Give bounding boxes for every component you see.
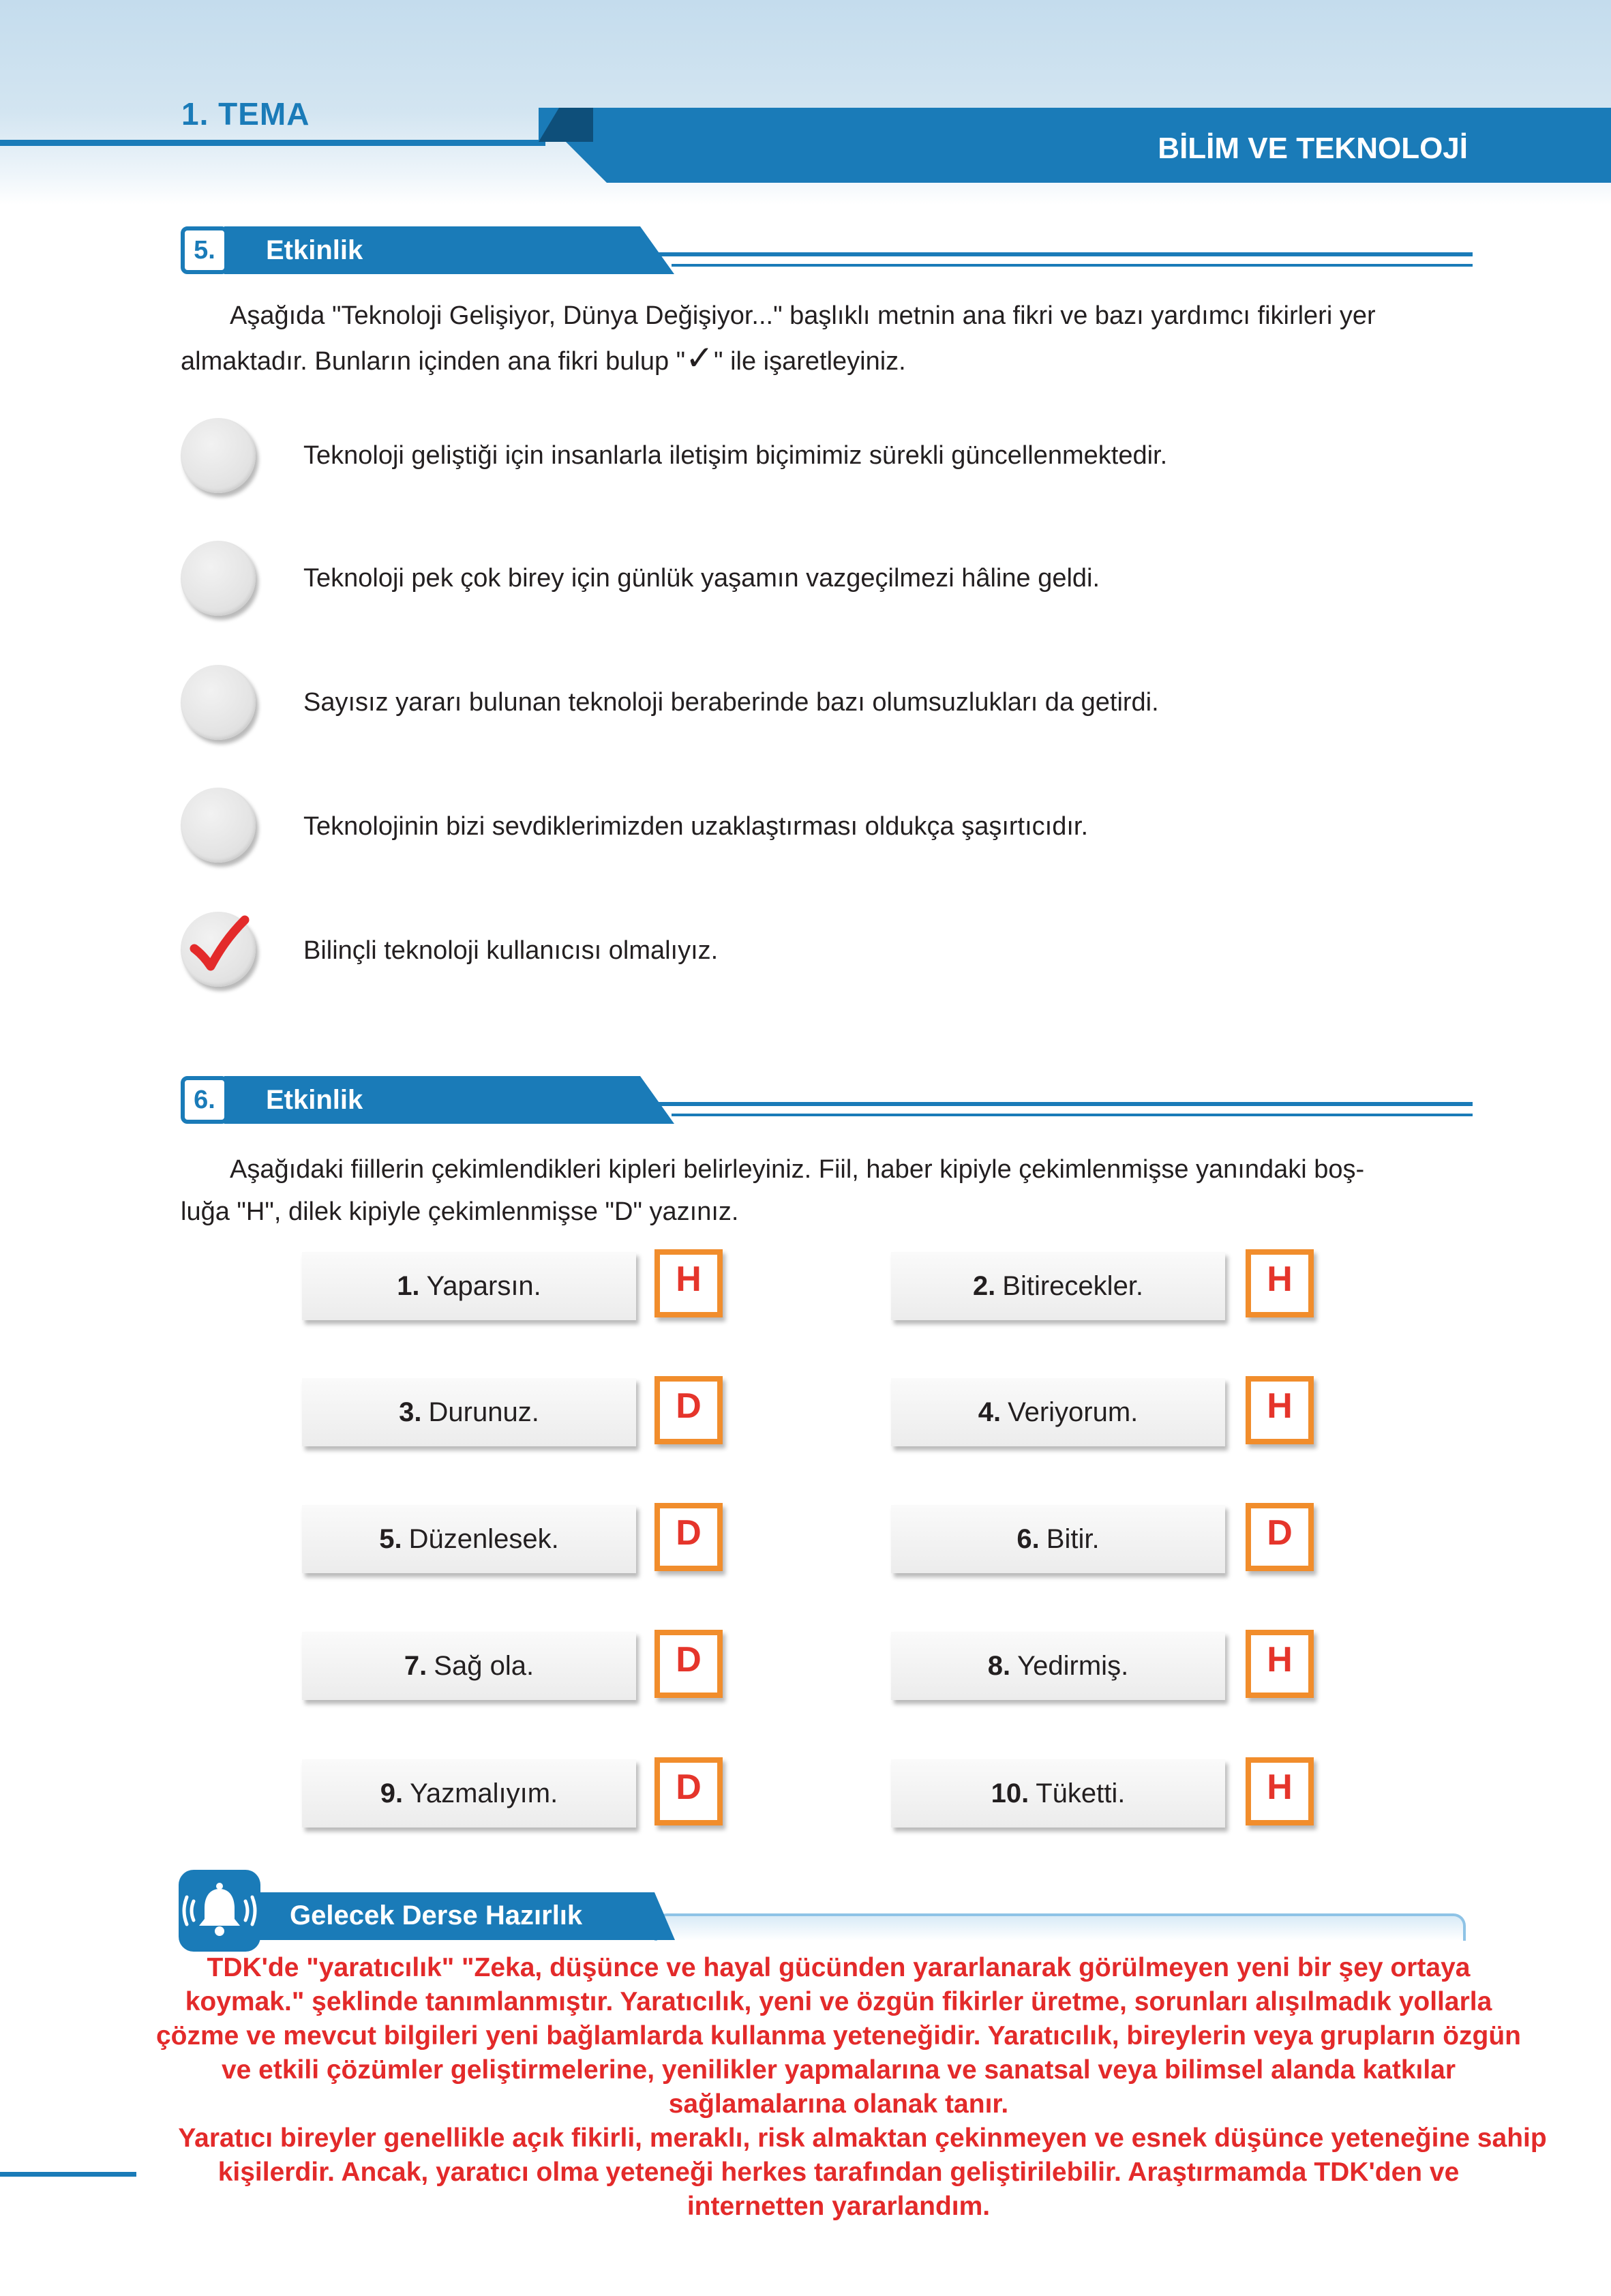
activity-label: Etkinlik [266, 1085, 363, 1115]
option-checkbox-2[interactable] [181, 541, 256, 616]
activity-6-instruction-line2: luğa "H", dilek kipiyle çekimlenmişse "D" yazınız. [181, 1197, 739, 1226]
answer-box-2[interactable]: H [1246, 1249, 1314, 1317]
verb-number: 5. [379, 1523, 402, 1554]
handwritten-line-7: kişilerdir. Ancak, yaratıcı olma yeteneği herkes tarafından geliştirilebilir. Araştırmamda TDK'den ve [217, 2158, 1460, 2187]
verb-number: 9. [380, 1778, 404, 1808]
option-text-1: Teknoloji geliştiği için insanlarla iletişim biçimimiz sürekli güncellenmektedir. [303, 441, 1168, 470]
answer-box-3[interactable]: D [654, 1376, 723, 1444]
activity-rule [658, 1102, 1473, 1106]
verb-number: 8. [987, 1650, 1011, 1681]
option-text-2: Teknoloji pek çok birey için günlük yaşamın vazgeçilmezi hâline geldi. [303, 564, 1100, 593]
bell-icon [179, 1870, 260, 1952]
verb-box-10 [891, 1759, 1225, 1828]
activity-number: 5. [181, 226, 228, 274]
verb-number: 10. [991, 1778, 1029, 1808]
verb-box-3 [302, 1378, 636, 1446]
verb-box-1 [302, 1252, 636, 1320]
activity-rule [672, 264, 1473, 267]
verb-number: 3. [399, 1397, 422, 1427]
option-checkbox-5[interactable] [181, 912, 256, 987]
red-check-icon [186, 913, 254, 981]
handwritten-line-8: internetten yararlandım. [687, 2192, 991, 2221]
answer-box-6[interactable]: D [1246, 1503, 1314, 1571]
verb-box-5 [302, 1505, 636, 1573]
option-checkbox-1[interactable] [181, 418, 256, 493]
verb-box-6 [891, 1505, 1225, 1573]
verb-word: Bitir. [1046, 1523, 1100, 1554]
activity-5-heading [181, 226, 1473, 274]
verb-number: 6. [1017, 1523, 1040, 1554]
theme-title: BİLİM VE TEKNOLOJİ [1158, 132, 1468, 165]
answer-box-7[interactable]: D [654, 1630, 723, 1698]
activity-5-instruction-line1: Aşağıda "Teknoloji Gelişiyor, Dünya Değişiyor..." başlıklı metnin ana fikri ve bazı yardımcı fikirleri yer [230, 301, 1376, 330]
handwritten-line-5: sağlamalarına olanak tanır. [668, 2089, 1009, 2119]
verb-word: Veriyorum. [1008, 1397, 1139, 1427]
activity-label: Etkinlik [266, 235, 363, 265]
handwritten-line-1: TDK'de "yaratıcılık" "Zeka, düşünce ve hayal gücünden yararlanarak görülmeyen yeni bir şey ortaya [207, 1953, 1471, 1982]
activity-6-instruction-line1: Aşağıdaki fiillerin çekimlendikleri kipleri belirleyiniz. Fiil, haber kipiyle çekimlenmişse yanındaki boş- [230, 1155, 1365, 1184]
verb-box-8 [891, 1632, 1225, 1700]
header-rule [0, 140, 545, 146]
next-lesson-frame [654, 1913, 1466, 1941]
verb-number: 7. [404, 1650, 427, 1681]
option-text-4: Teknolojinin bizi sevdiklerimizden uzaklaştırması oldukça şaşırtıcıdır. [303, 812, 1089, 841]
verb-word: Sağ ola. [434, 1650, 535, 1681]
option-checkbox-4[interactable] [181, 788, 256, 863]
footer-rule [0, 2172, 136, 2177]
handwritten-line-4: ve etkili çözümler geliştirmelerine, yenilikler yapmalarına ve sanatsal veya bilimsel alanda katkılar [221, 2055, 1456, 2085]
answer-box-8[interactable]: H [1246, 1630, 1314, 1698]
verb-word: Yedirmiş. [1017, 1650, 1129, 1681]
instruction-text: almaktadır. Bunların içinden ana fikri bulup " [181, 347, 686, 376]
option-text-3: Sayısız yararı bulunan teknoloji beraberinde bazı olumsuzlukları da getirdi. [303, 688, 1159, 717]
verb-word: Durunuz. [428, 1397, 539, 1427]
instruction-text: " ile işaretleyiniz. [714, 347, 906, 376]
activity-number: 6. [181, 1076, 228, 1124]
verb-word: Tüketti. [1036, 1778, 1126, 1808]
verb-box-2 [891, 1252, 1225, 1320]
verb-box-4 [891, 1378, 1225, 1446]
answer-box-10[interactable]: H [1246, 1757, 1314, 1825]
next-lesson-label: Gelecek Derse Hazırlık [290, 1900, 583, 1930]
verb-word: Yazmalıyım. [410, 1778, 558, 1808]
handwritten-line-3: çözme ve mevcut bilgileri yeni bağlamlarda kullanma yeteneğidir. Yaratıcılık, bireylerin veya grupların özgün [155, 2021, 1522, 2051]
theme-number: 1. TEMA [181, 96, 310, 132]
handwritten-line-6: Yaratıcı bireyler genellikle açık fikirli, meraklı, risk almaktan çekinmeyen ve esnek düşünce yeteneğine sahip [178, 2123, 1547, 2153]
activity-6-heading [181, 1076, 1473, 1124]
verb-number: 2. [972, 1270, 996, 1301]
verb-word: Yaparsın. [426, 1270, 541, 1301]
verb-number: 1. [397, 1270, 420, 1301]
option-text-5: Bilinçli teknoloji kullanıcısı olmalıyız. [303, 936, 719, 965]
check-mark-icon: ✓ [685, 339, 714, 377]
bell-icon-graphic [179, 1870, 260, 1952]
activity-rule [672, 1114, 1473, 1116]
answer-box-5[interactable]: D [654, 1503, 723, 1571]
answer-box-9[interactable]: D [654, 1757, 723, 1825]
answer-box-1[interactable]: H [654, 1249, 723, 1317]
verb-number: 4. [978, 1397, 1002, 1427]
activity-rule [658, 252, 1473, 256]
option-checkbox-3[interactable] [181, 665, 256, 740]
handwritten-line-2: koymak." şeklinde tanımlanmıştır. Yaratıcılık, yeni ve özgün fikirler üretme, sorunları alışılmadık yollarla [185, 1987, 1492, 2016]
verb-box-7 [302, 1632, 636, 1700]
verb-box-9 [302, 1759, 636, 1828]
verb-word: Bitirecekler. [1002, 1270, 1144, 1301]
verb-word: Düzenlesek. [408, 1523, 559, 1554]
answer-box-4[interactable]: H [1246, 1376, 1314, 1444]
activity-5-instruction-line2 [181, 337, 1473, 383]
